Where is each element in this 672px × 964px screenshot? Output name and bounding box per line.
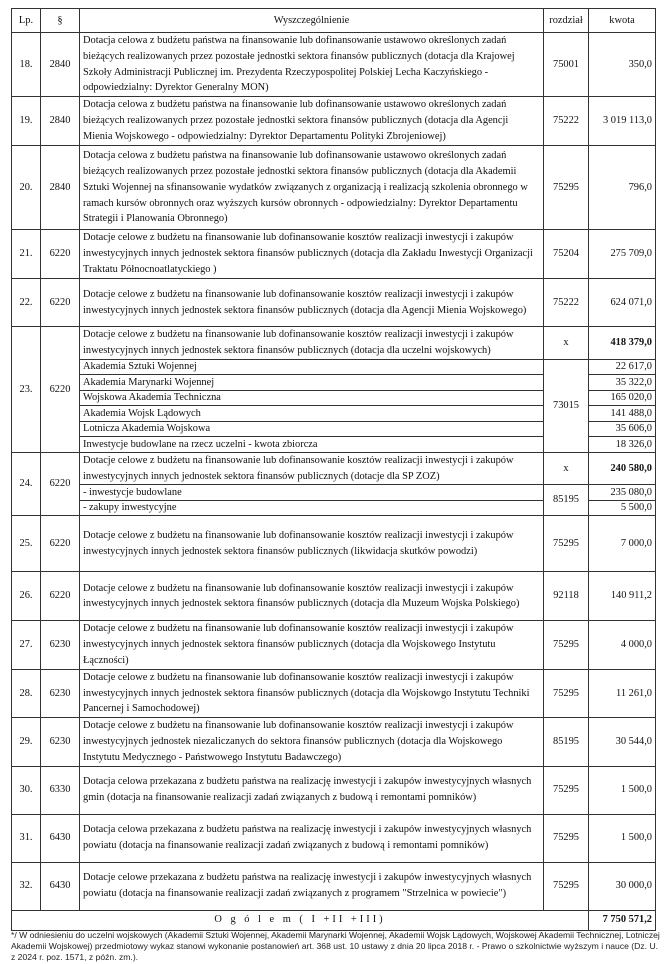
row-amount: 4 000,0 <box>589 621 656 669</box>
row-lp: 24. <box>12 452 41 516</box>
row-rozdzial: 75295 <box>544 621 589 669</box>
header-lp: Lp. <box>12 9 41 33</box>
table-row <box>12 97 656 146</box>
row-amount: 30 000,0 <box>589 862 656 910</box>
row-paragraf: 6220 <box>41 452 80 516</box>
row-lp: 27. <box>12 621 41 669</box>
row-paragraf: 6430 <box>41 862 80 910</box>
sub-row-amount: 35 322,0 <box>589 375 656 391</box>
total-row <box>12 910 656 930</box>
row-description: Dotacja celowa z budżetu państwa na finansowanie lub dofinansowanie ustawowo określonych zadań bieżących realizowanych przez pozostałe jednostki sektora finansów publicznych (dotacja dla Krajowej Szkoły Administracji Publicznej im. Prezydenta Rzeczypospolitej Polskiej Lecha Kaczyńskiego - odpowiedzialny: Dyrektor Generalny MON) <box>80 33 544 97</box>
row-paragraf: 6230 <box>41 718 80 766</box>
row-paragraf: 6220 <box>41 279 80 327</box>
row-lp: 19. <box>12 97 41 146</box>
row-lp: 30. <box>12 766 41 814</box>
row-lp: 26. <box>12 572 41 621</box>
row-rozdzial: 75001 <box>544 33 589 97</box>
row-lp: 25. <box>12 516 41 572</box>
sub-row-amount: 235 080,0 <box>589 485 656 501</box>
row-amount: 1 500,0 <box>589 766 656 814</box>
row-description: Dotacje celowe z budżetu na finansowanie lub dofinansowanie kosztów realizacji inwestycji i zakupów inwestycyjnych jednostek niezaliczanych do sektora finansów publicznych (dotacja dla Wojskowego Instytutu Medycznego - Państwowego Instytutu Badawczego) <box>80 718 544 766</box>
table-row <box>12 452 656 485</box>
row-description: Dotacja celowa z budżetu państwa na finansowanie lub dofinansowanie ustawowo określonych zadań bieżących realizowanych przez pozostałe jednostki sektora finansów publicznych (dotacja dla Akademii Sztuki Wojennej na sfinansowanie wydatków związanych z organizacją i realizacją szkolenia obronnego w ramach kursów obronnych oraz wyższych kursów obronnych - odpowiedzialny: Dyrektor Departamentu Strategii i Planowania Obronnego) <box>80 146 544 230</box>
sub-row-amount: 141 488,0 <box>589 406 656 422</box>
row-rozdzial: x <box>544 452 589 485</box>
row-paragraf: 6430 <box>41 814 80 862</box>
row-amount: 11 261,0 <box>589 669 656 717</box>
row-paragraf: 6330 <box>41 766 80 814</box>
row-rozdzial: 75204 <box>544 230 589 279</box>
row-paragraf: 2840 <box>41 33 80 97</box>
row-paragraf: 2840 <box>41 146 80 230</box>
row-amount: 275 709,0 <box>589 230 656 279</box>
row-amount: 350,0 <box>589 33 656 97</box>
row-description: Dotacja celowa przekazana z budżetu państwa na realizację inwestycji i zakupów inwestycyjnych własnych gmin (dotacja na finansowanie realizacji zadań związanych z budową i remontami pomników) <box>80 766 544 814</box>
header-paragraf: § <box>41 9 80 33</box>
row-lp: 28. <box>12 669 41 717</box>
table-row <box>12 718 656 766</box>
row-rozdzial: 75295 <box>544 862 589 910</box>
row-description: Dotacje celowe przekazana z budżetu państwa na realizację inwestycji i zakupów inwestycyjnych własnych powiatu (dotacja na finansowanie realizacji zadań związanych z programem "Strzelnica w powiecie") <box>80 862 544 910</box>
row-rozdzial: 75295 <box>544 814 589 862</box>
row-rozdzial: 92118 <box>544 572 589 621</box>
sub-row-amount: 18 326,0 <box>589 437 656 453</box>
sub-row-label: Akademia Sztuki Wojennej <box>80 359 544 375</box>
row-lp: 32. <box>12 862 41 910</box>
table-row <box>12 516 656 572</box>
row-paragraf: 6220 <box>41 327 80 453</box>
table-row <box>12 669 656 717</box>
row-amount: 3 019 113,0 <box>589 97 656 146</box>
row-amount: 1 500,0 <box>589 814 656 862</box>
row-description: Dotacje celowe z budżetu na finansowanie lub dofinansowanie kosztów realizacji inwestycji i zakupów inwestycyjnych innych jednostek sektora finansów publicznych (dotacja dla Wojskowgo Instytutu Techniki Pancernej i Samochodowej) <box>80 669 544 717</box>
table-row <box>12 572 656 621</box>
table-row <box>12 146 656 230</box>
table-row <box>12 33 656 97</box>
table-row <box>12 814 656 862</box>
sub-row-label: - inwestycje budowlane <box>80 485 544 501</box>
row-amount: 418 379,0 <box>589 327 656 360</box>
sub-row-label: Lotnicza Akademia Wojskowa <box>80 421 544 437</box>
sub-row-amount: 35 606,0 <box>589 421 656 437</box>
table-row <box>12 230 656 279</box>
table-row <box>12 766 656 814</box>
row-description: Dotacje celowe z budżetu na finansowanie lub dofinansowanie kosztów realizacji inwestycji i zakupów inwestycyjnych innych jednostek sektora finansów publicznych (dotacja dla Muzeum Wojska Polskiego) <box>80 572 544 621</box>
row-description: Dotacja celowa przekazana z budżetu państwa na realizację inwestycji i zakupów inwestycyjnych własnych powiatu (dotacja na finansowanie realizacji zadań związanych z budową i remontami pomników) <box>80 814 544 862</box>
row-paragraf: 6230 <box>41 621 80 669</box>
sub-row-label: Akademia Wojsk Lądowych <box>80 406 544 422</box>
row-rozdzial: 75222 <box>544 279 589 327</box>
row-rozdzial: 75295 <box>544 766 589 814</box>
sub-row-amount: 22 617,0 <box>589 359 656 375</box>
row-description: Dotacje celowe z budżetu na finansowanie lub dofinansowanie kosztów realizacji inwestycji i zakupów inwestycyjnych innych jednostek sektora finansów publicznych (dotacja dla Wojskowego Instytutu Łączności) <box>80 621 544 669</box>
sub-rozdzial: 73015 <box>544 359 589 452</box>
row-paragraf: 6220 <box>41 230 80 279</box>
row-rozdzial: 75222 <box>544 97 589 146</box>
row-lp: 29. <box>12 718 41 766</box>
row-lp: 18. <box>12 33 41 97</box>
sub-rozdzial: 85195 <box>544 485 589 516</box>
row-rozdzial: 75295 <box>544 516 589 572</box>
table-row <box>12 279 656 327</box>
row-lp: 22. <box>12 279 41 327</box>
row-description: Dotacje celowe z budżetu na finansowanie lub dofinansowanie kosztów realizacji inwestycji i zakupów inwestycyjnych innych jednostek sektora finansów publicznych (dotacja dla Agencji Mienia Wojskowego) <box>80 279 544 327</box>
row-rozdzial: 75295 <box>544 669 589 717</box>
row-amount: 624 071,0 <box>589 279 656 327</box>
sub-row-amount: 165 020,0 <box>589 390 656 406</box>
total-amount: 7 750 571,2 <box>589 910 656 930</box>
table-row <box>12 621 656 669</box>
row-paragraf: 2840 <box>41 97 80 146</box>
sub-row <box>12 485 656 501</box>
row-rozdzial: 85195 <box>544 718 589 766</box>
row-description: Dotacje celowe z budżetu na finansowanie lub dofinansowanie kosztów realizacji inwestycji i zakupów inwestycyjnych innych jednostek sektora finansów publicznych (dotacja dla Zakładu Inwestycji Organizacji Traktatu Północnoatlatyckiego ) <box>80 230 544 279</box>
row-amount: 30 544,0 <box>589 718 656 766</box>
sub-row-label: Akademia Marynarki Wojennej <box>80 375 544 391</box>
row-amount: 7 000,0 <box>589 516 656 572</box>
row-rozdzial: 75295 <box>544 146 589 230</box>
table-row <box>12 862 656 910</box>
row-description: Dotacje celowe z budżetu na finansowanie lub dofinansowanie kosztów realizacji inwestycji i zakupów inwestycyjnych innych jednostek sektora finansów publicznych (dotacje dla SP ZOZ) <box>80 452 544 485</box>
total-label: O g ó l e m ( I +II +III) <box>12 910 589 930</box>
row-paragraf: 6230 <box>41 669 80 717</box>
footnote: */ W odniesieniu do uczelni wojskowych (Akademii Sztuki Wojennej, Akademii Marynarki Wojennej, Akademii Wojsk Lądowych, Wojskowej Akademii Technicznej, Lotniczej Akademii Wojskowej) przedmiotowy wykaz stanowi wykonanie postanowień art. 368 ust. 10 ustawy z dnia 20 lipca 2018 r. - Prawo o szkolnictwie wyższym i nauce (Dz. U. z 2024 r. poz. 1571, z późn. zm.). <box>11 930 660 963</box>
sub-row-amount: 5 500,0 <box>589 500 656 516</box>
row-lp: 20. <box>12 146 41 230</box>
row-lp: 23. <box>12 327 41 453</box>
header-description: Wyszczególnienie <box>80 9 544 33</box>
row-description: Dotacje celowe z budżetu na finansowanie lub dofinansowanie kosztów realizacji inwestycji i zakupów inwestycyjnych innych jednostek sektora finansów publicznych (dotacja dla uczelni wojskowych) <box>80 327 544 360</box>
row-description: Dotacje celowe z budżetu na finansowanie lub dofinansowanie kosztów realizacji inwestycji i zakupów inwestycyjnych innych jednostek sektora finansów publicznych (likwidacja skutków powodzi) <box>80 516 544 572</box>
row-lp: 21. <box>12 230 41 279</box>
header-rozdzial: rozdział <box>544 9 589 33</box>
row-amount: 796,0 <box>589 146 656 230</box>
sub-row <box>12 359 656 375</box>
sub-row-label: Wojskowa Akademia Techniczna <box>80 390 544 406</box>
row-paragraf: 6220 <box>41 516 80 572</box>
budget-table <box>11 8 656 931</box>
table-header-row <box>12 9 656 33</box>
row-rozdzial: x <box>544 327 589 360</box>
row-description: Dotacja celowa z budżetu państwa na finansowanie lub dofinansowanie ustawowo określonych zadań bieżących realizowanych przez pozostałe jednostki sektora finansów publicznych (dotacja dla Agencji Mienia Wojskowego - odpowiedzialny: Dyrektor Departamentu Polityki Zbrojeniowej) <box>80 97 544 146</box>
sub-row-label: Inwestycje budowlane na rzecz uczelni - kwota zbiorcza <box>80 437 544 453</box>
table-row <box>12 327 656 360</box>
sub-row-label: - zakupy inwestycyjne <box>80 500 544 516</box>
row-lp: 31. <box>12 814 41 862</box>
header-kwota: kwota <box>589 9 656 33</box>
row-amount: 140 911,2 <box>589 572 656 621</box>
row-paragraf: 6220 <box>41 572 80 621</box>
row-amount: 240 580,0 <box>589 452 656 485</box>
